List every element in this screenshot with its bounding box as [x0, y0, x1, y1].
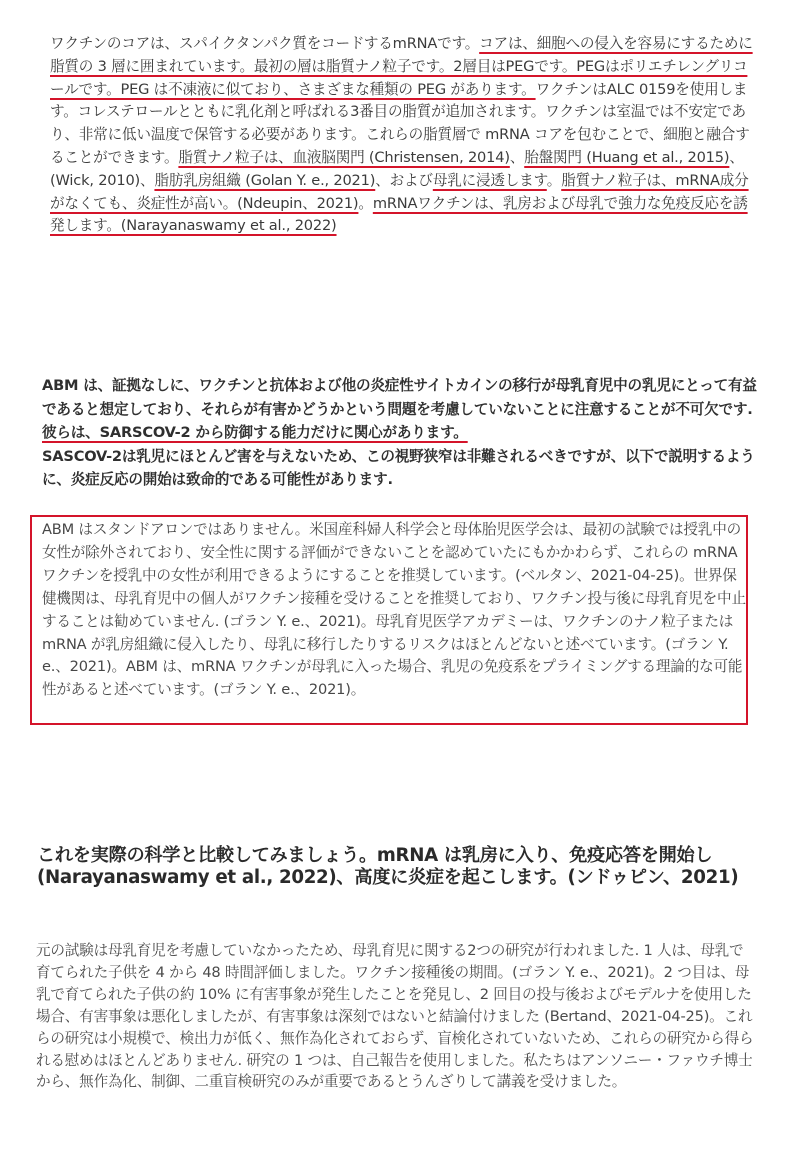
paragraph-abm-assumption	[42, 374, 758, 492]
section-heading: これを実際の科学と比較してみましょう。mRNA は乳房に入り、免疫応答を開始し (Narayanaswamy et al., 2022)、高度に炎症を起こします。(ンドゥピン、2021)	[37, 845, 739, 888]
underlined-text: 脂質ナノ粒子は、血液脳関門 (Christensen, 2014)	[178, 148, 510, 166]
underlined-text: 脂質ナノ粒子は、mRNA成分がなくても、炎症性が高い。(Ndeupin、2021)	[50, 171, 749, 212]
text-segment: 、(Wick, 2010)、	[50, 148, 744, 189]
underlined-text: 脂肪乳房組織 (Golan Y. e., 2021)	[154, 171, 376, 189]
underlined-text: 母乳に浸透します	[432, 171, 547, 189]
paragraph-studies: 元の試験は母乳育児を考慮していなかったため、母乳育児に関する2つの研究が行われました. 1 人は、母乳で育てられた子供を 4 から 48 時間評価しました。ワクチン接種後の期間。(ゴラン Y. e.、2021)。2 つ目は、母乳で育てられた子供の約 10% に有害事象が発生したことを発見し、2 回目の投与後およびモデルナを使用した場合、有害事象は悪化しましたが、有害事象は深刻ではないと結論付けました (Bertand、2021-04-25)。これらの研究は小規模で、検出力が低く、無作為化されておらず、盲検化されていないため、これらの研究から得られる慰めはほとんどありません. 研究の 1 つは、自己報告を使用しました。私たちはアンソニー・ファウチ博士から、無作為化、制御、二重盲検研究のみが重要であるとうんざりして講義を受けました。	[36, 942, 754, 1091]
text-segment: ワクチンのコアは、スパイクタンパク質をコードするmRNAです。	[50, 35, 480, 52]
text-segment: ワクチンはALC 0159を使用します。コレステロールとともに乳化剤と呼ばれる3番目の脂質が追加されます。ワクチンは室温では不安定であり、非常に低い温度で保管する必要があります。これらの脂質層で mRNA コアを包むことで、細胞と融合することができます。	[50, 80, 750, 166]
underlined-text: 胎盤関門 (Huang et al., 2015)	[524, 148, 730, 166]
text-segment: 。	[358, 194, 373, 212]
text-segment: ABM は、証拠なしに、ワクチンと抗体および他の炎症性サイトカインの移行が母乳育児中の乳児にとって有益であると想定しており、それらが有害かどうかという問題を考慮していないことに注意することが不可欠です.	[42, 377, 757, 418]
paragraph-abm-standalone: ABM はスタンドアロンではありません。米国産科婦人科学会と母体胎児医学会は、最初の試験では授乳中の女性が除外されており、安全性に関する評価ができないことを認めていたにもかかわらず、これらの mRNA ワクチンを授乳中の女性が利用できるようにすることを推奨しています。(ベルタン、2021-04-25)。世界保健機関は、母乳育児中の個人がワクチン接種を受けることを推奨しており、ワクチン投与後に母乳育児を中止することは勧めていません. (ゴラン Y. e.、2021)。母乳育児医学アカデミーは、ワクチンのナノ粒子または mRNA が乳房組織に侵入したり、母乳に移行したりするリスクはほとんどないと述べています。(ゴラン Y. e.、2021)。ABM は、mRNA ワクチンが母乳に入った場合、乳児の免疫系をプライミングする理論的な可能性があると述べています。(ゴラン Y. e.、2021)。	[42, 521, 746, 699]
underlined-text: コアは、細胞への侵入を容易にするために脂質の 3 層に囲まれています。最初の層は脂質ナノ粒子です。2層目はPEGです。PEGはポリエチレングリコールです。PEG は不凍液に似ており、さまざまな種類の PEG があります。	[50, 35, 753, 98]
text-segment: 、	[509, 148, 525, 166]
underlined-text: 彼らは、SARSCOV-2 から防御する能力だけに関心があります。	[42, 424, 468, 441]
text-segment: SASCOV-2は乳児にほとんど害を与えないため、この視野狭窄は非難されるべきですが、以下で説明するように、炎症反応の開始は致命的である可能性があります.	[42, 447, 755, 488]
paragraph-vaccine-core	[50, 33, 760, 238]
text-segment: 。	[546, 171, 562, 189]
underlined-text: mRNAワクチンは、乳房および母乳で強力な免疫反応を誘発します。(Narayanaswamy et al., 2022)	[50, 194, 748, 235]
text-segment: 、および	[375, 171, 433, 189]
